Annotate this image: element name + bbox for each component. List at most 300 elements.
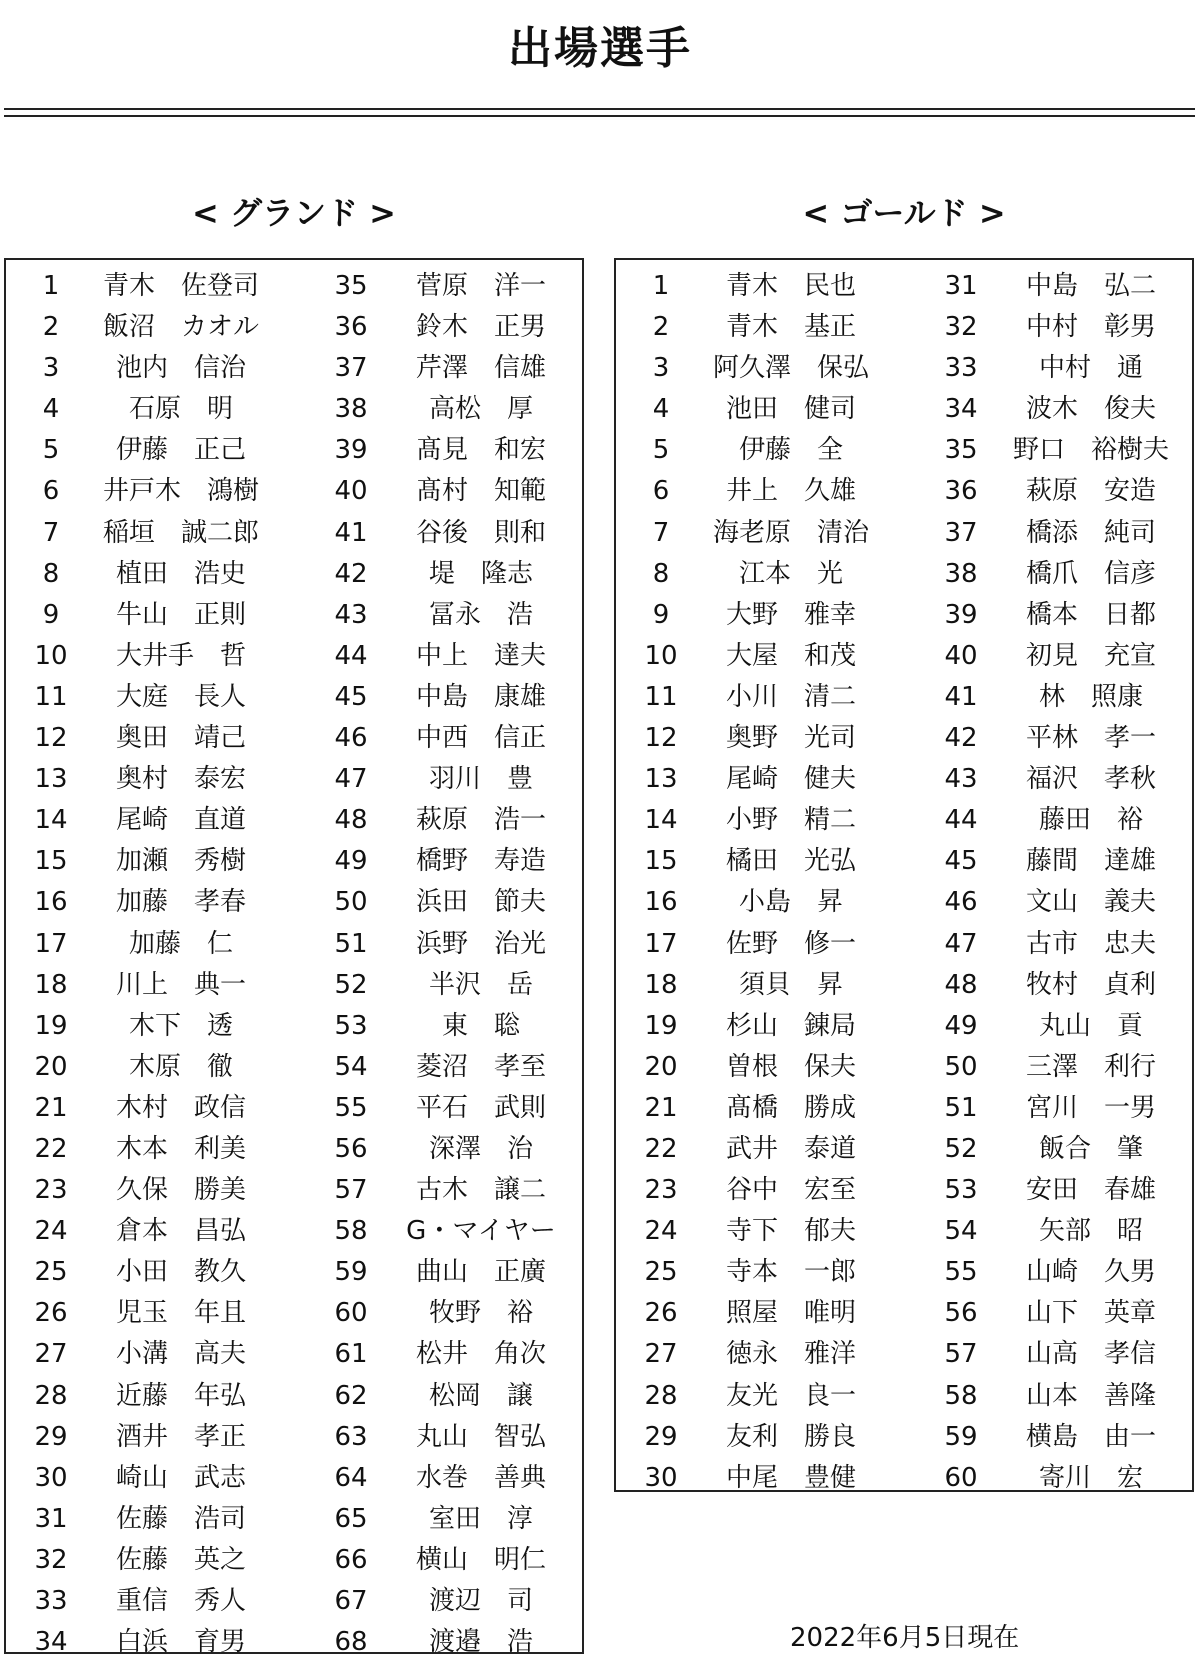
player-name: 横島 由一 xyxy=(1025,1421,1156,1452)
player-name: 木本 利美 xyxy=(115,1133,246,1164)
player-number: 21 xyxy=(644,1092,678,1123)
player-row xyxy=(626,471,886,512)
player-row xyxy=(316,718,576,759)
player-name: 小溝 高夫 xyxy=(115,1339,246,1370)
player-name: 友光 良一 xyxy=(725,1380,856,1411)
player-row xyxy=(316,759,576,800)
player-name: 中島 康雄 xyxy=(415,681,546,712)
player-name: 三澤 利行 xyxy=(1025,1051,1156,1082)
player-number: 30 xyxy=(644,1462,678,1493)
player-name: 牧村 貞利 xyxy=(1025,969,1156,1000)
player-number: 7 xyxy=(652,517,670,548)
player-number: 34 xyxy=(944,394,978,425)
player-number: 42 xyxy=(334,558,368,589)
player-name: 酒井 孝正 xyxy=(115,1421,246,1452)
player-number: 20 xyxy=(34,1051,68,1082)
player-name: 白浜 育男 xyxy=(115,1627,246,1658)
player-name: 尾崎 直道 xyxy=(115,805,246,836)
player-number: 7 xyxy=(42,517,60,548)
player-row xyxy=(626,554,886,595)
player-row xyxy=(626,389,886,430)
player-number: 3 xyxy=(42,353,60,384)
player-row xyxy=(316,471,576,512)
gold-heading: < ゴールド > xyxy=(802,194,1006,232)
player-row xyxy=(626,1293,886,1334)
player-number: 47 xyxy=(334,764,368,795)
player-name: 大井手 哲 xyxy=(115,640,246,671)
player-number: 46 xyxy=(334,723,368,754)
player-name: 安田 春雄 xyxy=(1025,1175,1156,1206)
player-row xyxy=(926,800,1186,841)
player-row xyxy=(16,389,276,430)
player-number: 33 xyxy=(944,353,978,384)
player-number: 46 xyxy=(944,887,978,918)
player-row xyxy=(926,1088,1186,1129)
player-name: 藤間 達雄 xyxy=(1025,846,1156,877)
player-number: 5 xyxy=(42,435,60,466)
player-number: 17 xyxy=(34,928,68,959)
player-row xyxy=(626,882,886,923)
player-name: 飯合 肇 xyxy=(1038,1133,1143,1164)
player-number: 51 xyxy=(334,928,368,959)
player-number: 23 xyxy=(644,1175,678,1206)
player-name: 小島 昇 xyxy=(738,887,843,918)
player-row xyxy=(316,677,576,718)
player-name: 曽根 保夫 xyxy=(725,1051,856,1082)
player-number: 40 xyxy=(944,640,978,671)
player-name: 佐野 修一 xyxy=(725,928,856,959)
grand-player-table xyxy=(4,258,584,1658)
player-number: 14 xyxy=(644,805,678,836)
player-number: 1 xyxy=(652,271,670,301)
player-name: 渡邉 浩 xyxy=(428,1627,533,1658)
player-number: 27 xyxy=(644,1339,678,1370)
player-row xyxy=(16,1088,276,1129)
player-row xyxy=(926,965,1186,1006)
player-number: 24 xyxy=(34,1216,68,1247)
player-row xyxy=(626,841,886,882)
player-number: 28 xyxy=(644,1380,678,1411)
player-row xyxy=(16,1334,276,1375)
player-name: G・マイヤー xyxy=(406,1216,556,1247)
player-row xyxy=(626,1170,886,1211)
player-row xyxy=(926,1293,1186,1334)
player-number: 11 xyxy=(644,681,678,712)
player-number: 16 xyxy=(34,887,68,918)
player-row xyxy=(626,513,886,554)
player-name: 曲山 正廣 xyxy=(415,1257,546,1288)
player-number: 13 xyxy=(644,764,678,795)
player-name: 山下 英章 xyxy=(1025,1298,1156,1329)
player-row xyxy=(316,1047,576,1088)
player-name: 尾崎 健夫 xyxy=(725,764,856,795)
player-number: 54 xyxy=(334,1051,368,1082)
player-number: 49 xyxy=(334,846,368,877)
player-row xyxy=(626,677,886,718)
player-row xyxy=(16,924,276,965)
player-name: 佐藤 浩司 xyxy=(115,1503,246,1534)
player-name: 大屋 和茂 xyxy=(725,640,856,671)
player-row xyxy=(316,513,576,554)
player-name: 池内 信治 xyxy=(115,353,246,384)
player-row xyxy=(926,348,1186,389)
gold-right-column xyxy=(926,266,1186,1499)
player-name: 児玉 年且 xyxy=(115,1298,246,1329)
player-number: 62 xyxy=(334,1380,368,1411)
player-row xyxy=(16,1540,276,1581)
player-number: 12 xyxy=(34,723,68,754)
player-row xyxy=(626,1417,886,1458)
player-number: 12 xyxy=(644,723,678,754)
player-name: 野口 裕樹夫 xyxy=(1012,435,1169,466)
player-number: 34 xyxy=(34,1627,68,1658)
player-name: 寺下 郁夫 xyxy=(725,1216,856,1247)
player-number: 59 xyxy=(944,1421,978,1452)
player-number: 8 xyxy=(652,558,670,589)
player-row xyxy=(626,307,886,348)
player-row xyxy=(626,924,886,965)
page-title: 出場選手 xyxy=(508,23,692,74)
player-row xyxy=(626,595,886,636)
player-name: 大庭 長人 xyxy=(115,681,246,712)
player-name: 江本 光 xyxy=(738,558,843,589)
player-row xyxy=(626,965,886,1006)
player-name: 崎山 武志 xyxy=(115,1462,246,1493)
player-row xyxy=(626,348,886,389)
player-row xyxy=(16,430,276,471)
player-row xyxy=(16,1293,276,1334)
player-row xyxy=(316,1622,576,1663)
player-name: 中上 達夫 xyxy=(415,640,546,671)
player-number: 60 xyxy=(944,1462,978,1493)
player-row xyxy=(316,1211,576,1252)
player-name: 伊藤 正己 xyxy=(115,435,246,466)
player-row xyxy=(16,348,276,389)
player-row xyxy=(626,1334,886,1375)
player-name: 橋爪 信彦 xyxy=(1025,558,1156,589)
player-name: 須貝 昇 xyxy=(738,969,843,1000)
player-number: 2 xyxy=(652,312,670,343)
player-number: 48 xyxy=(944,969,978,1000)
player-row xyxy=(926,1252,1186,1293)
player-number: 29 xyxy=(34,1421,68,1452)
player-row xyxy=(926,1129,1186,1170)
player-name: 菱沼 孝至 xyxy=(415,1051,546,1082)
player-name: 髙橋 勝成 xyxy=(725,1092,856,1123)
player-name: 中尾 豊健 xyxy=(725,1462,856,1493)
player-number: 1 xyxy=(42,271,60,301)
player-name: 室田 淳 xyxy=(428,1503,533,1534)
player-row xyxy=(926,1458,1186,1499)
player-name: 平林 孝一 xyxy=(1025,723,1156,754)
player-number: 25 xyxy=(644,1257,678,1288)
player-name: 加藤 仁 xyxy=(128,928,233,959)
player-row xyxy=(316,1540,576,1581)
player-row xyxy=(316,1458,576,1499)
player-number: 39 xyxy=(944,599,978,630)
player-name: 青木 民也 xyxy=(725,271,856,301)
player-name: 加藤 孝春 xyxy=(115,887,246,918)
player-number: 36 xyxy=(944,476,978,507)
player-row xyxy=(626,430,886,471)
player-row xyxy=(16,1252,276,1293)
player-row xyxy=(626,718,886,759)
player-number: 52 xyxy=(944,1133,978,1164)
player-name: 高松 厚 xyxy=(428,394,533,425)
player-row xyxy=(16,718,276,759)
player-name: 深澤 治 xyxy=(428,1133,533,1164)
player-row xyxy=(926,513,1186,554)
player-name: 中村 彰男 xyxy=(1025,312,1156,343)
player-number: 28 xyxy=(34,1380,68,1411)
player-name: 久保 勝美 xyxy=(115,1175,246,1206)
player-row xyxy=(926,1211,1186,1252)
player-row xyxy=(16,307,276,348)
player-row xyxy=(316,348,576,389)
player-number: 50 xyxy=(944,1051,978,1082)
player-row xyxy=(16,759,276,800)
player-name: 堤 隆志 xyxy=(428,558,533,589)
player-number: 47 xyxy=(944,928,978,959)
player-name: 井戸木 鴻樹 xyxy=(102,476,259,507)
player-row xyxy=(626,1047,886,1088)
player-name: 寺本 一郎 xyxy=(725,1257,856,1288)
player-number: 68 xyxy=(334,1627,368,1658)
player-row xyxy=(316,1334,576,1375)
player-number: 36 xyxy=(334,312,368,343)
player-number: 14 xyxy=(34,805,68,836)
player-row xyxy=(626,1376,886,1417)
player-row xyxy=(16,595,276,636)
player-row xyxy=(626,1129,886,1170)
player-number: 15 xyxy=(644,846,678,877)
player-name: 髙村 知範 xyxy=(415,476,546,507)
player-row xyxy=(16,513,276,554)
player-name: 伊藤 全 xyxy=(738,435,843,466)
player-name: 植田 浩史 xyxy=(115,558,246,589)
player-number: 59 xyxy=(334,1257,368,1288)
player-number: 43 xyxy=(944,764,978,795)
player-row xyxy=(16,1581,276,1622)
player-name: 牧野 裕 xyxy=(428,1298,533,1329)
player-name: 加瀬 秀樹 xyxy=(115,846,246,877)
player-name: 芹澤 信雄 xyxy=(415,353,546,384)
player-name: 奥村 泰宏 xyxy=(115,764,246,795)
player-row xyxy=(316,266,576,307)
player-number: 16 xyxy=(644,887,678,918)
player-number: 63 xyxy=(334,1421,368,1452)
player-name: 水巻 善典 xyxy=(415,1462,546,1493)
player-row xyxy=(926,595,1186,636)
player-name: 萩原 浩一 xyxy=(415,805,546,836)
player-name: 谷後 則和 xyxy=(415,517,546,548)
player-number: 55 xyxy=(944,1257,978,1288)
player-name: 髙見 和宏 xyxy=(415,435,546,466)
player-row xyxy=(316,1293,576,1334)
player-row xyxy=(316,1417,576,1458)
player-number: 11 xyxy=(34,681,68,712)
gold-player-table xyxy=(614,258,1194,1492)
player-name: 冨永 浩 xyxy=(428,599,533,630)
player-number: 41 xyxy=(944,681,978,712)
player-number: 2 xyxy=(42,312,60,343)
grand-left-column xyxy=(16,266,276,1663)
player-name: 東 聡 xyxy=(441,1010,520,1041)
player-name: 文山 義夫 xyxy=(1025,887,1156,918)
player-number: 49 xyxy=(944,1010,978,1041)
player-number: 42 xyxy=(944,723,978,754)
player-name: 佐藤 英之 xyxy=(115,1544,246,1575)
player-row xyxy=(16,841,276,882)
as-of-date: 2022年6月5日現在 xyxy=(790,1623,1020,1653)
player-number: 57 xyxy=(944,1339,978,1370)
player-name: 波木 俊夫 xyxy=(1025,394,1156,425)
player-name: 青木 佐登司 xyxy=(102,271,259,301)
player-number: 26 xyxy=(644,1298,678,1329)
player-number: 38 xyxy=(334,394,368,425)
player-name: 渡辺 司 xyxy=(428,1586,533,1616)
player-number: 26 xyxy=(34,1298,68,1329)
player-number: 58 xyxy=(944,1380,978,1411)
player-number: 38 xyxy=(944,558,978,589)
player-row xyxy=(926,554,1186,595)
player-row xyxy=(16,636,276,677)
player-number: 23 xyxy=(34,1175,68,1206)
player-number: 19 xyxy=(644,1010,678,1041)
player-row xyxy=(16,1129,276,1170)
player-row xyxy=(926,841,1186,882)
player-row xyxy=(316,1252,576,1293)
gold-left-column xyxy=(626,266,886,1499)
player-row xyxy=(626,800,886,841)
player-number: 53 xyxy=(944,1175,978,1206)
player-number: 27 xyxy=(34,1339,68,1370)
player-row xyxy=(316,882,576,923)
player-number: 8 xyxy=(42,558,60,589)
player-number: 50 xyxy=(334,887,368,918)
player-row xyxy=(316,1088,576,1129)
grand-heading: < グランド > xyxy=(192,194,396,232)
player-row xyxy=(316,554,576,595)
player-row xyxy=(16,554,276,595)
player-row xyxy=(926,1417,1186,1458)
player-number: 10 xyxy=(34,640,68,671)
player-row xyxy=(926,471,1186,512)
player-row xyxy=(926,1047,1186,1088)
player-row xyxy=(926,718,1186,759)
player-row xyxy=(16,677,276,718)
player-number: 35 xyxy=(334,271,368,301)
player-number: 35 xyxy=(944,435,978,466)
player-row xyxy=(926,924,1186,965)
player-number: 58 xyxy=(334,1216,368,1247)
player-number: 41 xyxy=(334,517,368,548)
player-name: 池田 健司 xyxy=(725,394,856,425)
player-row xyxy=(16,471,276,512)
player-name: 松岡 譲 xyxy=(428,1380,533,1411)
player-row xyxy=(626,1252,886,1293)
player-name: 友利 勝良 xyxy=(725,1421,856,1452)
player-number: 5 xyxy=(652,435,670,466)
player-name: 飯沼 カオル xyxy=(102,312,259,343)
player-number: 45 xyxy=(334,681,368,712)
player-number: 67 xyxy=(334,1586,368,1616)
player-name: 重信 秀人 xyxy=(115,1586,246,1616)
player-name: 中村 通 xyxy=(1038,353,1143,384)
player-row xyxy=(16,1499,276,1540)
player-row xyxy=(316,1499,576,1540)
player-number: 48 xyxy=(334,805,368,836)
player-number: 18 xyxy=(644,969,678,1000)
player-name: 半沢 岳 xyxy=(428,969,533,1000)
player-number: 6 xyxy=(652,476,670,507)
player-name: 平石 武則 xyxy=(415,1092,546,1123)
player-number: 3 xyxy=(652,353,670,384)
player-number: 19 xyxy=(34,1010,68,1041)
player-row xyxy=(316,1581,576,1622)
player-row xyxy=(316,1129,576,1170)
player-name: 牛山 正則 xyxy=(115,599,246,630)
player-number: 9 xyxy=(42,599,60,630)
player-number: 15 xyxy=(34,846,68,877)
player-row xyxy=(16,1458,276,1499)
player-number: 29 xyxy=(644,1421,678,1452)
player-name: 橋添 純司 xyxy=(1025,517,1156,548)
player-number: 4 xyxy=(652,394,670,425)
player-name: 小川 清二 xyxy=(725,681,856,712)
player-number: 32 xyxy=(34,1544,68,1575)
player-row xyxy=(16,1622,276,1663)
player-row xyxy=(316,595,576,636)
player-name: 菅原 洋一 xyxy=(415,271,546,301)
player-name: 浜田 節夫 xyxy=(415,887,546,918)
player-name: 藤田 裕 xyxy=(1038,805,1143,836)
player-row xyxy=(626,1006,886,1047)
player-name: 徳永 雅洋 xyxy=(725,1339,856,1370)
player-number: 30 xyxy=(34,1462,68,1493)
player-name: 谷中 宏至 xyxy=(725,1175,856,1206)
player-name: 横山 明仁 xyxy=(415,1544,546,1575)
player-number: 22 xyxy=(644,1133,678,1164)
player-row xyxy=(16,965,276,1006)
player-row xyxy=(316,800,576,841)
player-row xyxy=(316,841,576,882)
player-row xyxy=(16,882,276,923)
player-number: 61 xyxy=(334,1339,368,1370)
player-row xyxy=(316,1170,576,1211)
player-number: 56 xyxy=(944,1298,978,1329)
player-row xyxy=(926,759,1186,800)
player-name: 武井 泰道 xyxy=(725,1133,856,1164)
player-row xyxy=(316,430,576,471)
player-row xyxy=(16,266,276,307)
player-name: 大野 雅幸 xyxy=(725,599,856,630)
player-number: 55 xyxy=(334,1092,368,1123)
player-name: 寄川 宏 xyxy=(1038,1462,1143,1493)
player-row xyxy=(316,389,576,430)
player-name: 山崎 久男 xyxy=(1025,1257,1156,1288)
player-name: 杉山 錬局 xyxy=(725,1010,856,1041)
player-name: 丸山 貢 xyxy=(1038,1010,1143,1041)
player-row xyxy=(926,882,1186,923)
player-name: 林 照康 xyxy=(1038,681,1143,712)
player-name: 萩原 安造 xyxy=(1025,476,1156,507)
player-name: 山高 孝信 xyxy=(1025,1339,1156,1370)
player-number: 37 xyxy=(944,517,978,548)
player-row xyxy=(926,266,1186,307)
player-row xyxy=(16,1006,276,1047)
player-number: 45 xyxy=(944,846,978,877)
